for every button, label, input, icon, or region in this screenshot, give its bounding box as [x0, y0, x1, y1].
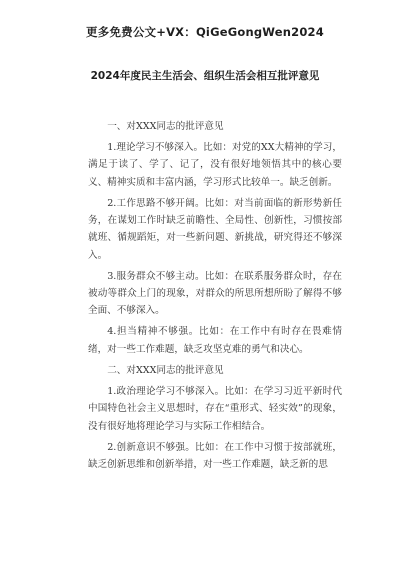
- paragraph: 4.担当精神不够强。比如：在工作中有时存在畏难情绪，对一些工作难题，缺乏攻坚克难的勇气和决心。: [88, 326, 342, 355]
- paragraph: 1.政治理论学习不够深入。比如：在学习习近平新时代中国特色社会主义思想时，存在“重形式、轻实效”的现象，没有很好地将理论学习与实际工作相结合。: [88, 385, 342, 432]
- section-heading: 二、对XXX同志的批评意见: [107, 364, 224, 376]
- document-body: [88, 118, 342, 477]
- paragraph: 2.创新意识不够强。比如：在工作中习惯于按部就班，缺乏创新思维和创新举措，对一些工作难题，缺乏新的思: [88, 441, 342, 470]
- paragraph: 3.服务群众不够主动。比如：在联系服务群众时，存在被动等群众上门的现象，对群众的所思所想所盼了解得不够全面、不够深入。: [88, 270, 342, 317]
- document-title: 2024年度民主生活会、组织生活会相互批评意见: [90, 70, 320, 82]
- watermark-header: 更多免费公文+VX：QiGeGongWen2024: [86, 25, 324, 39]
- section-heading: 一、对XXX同志的批评意见: [107, 121, 224, 132]
- paragraph: 1.理论学习不够深入。比如：对党的XX大精神的学习，满足于读了、学了、记了，没有很好地领悟其中的核心要义、精神实质和丰富内涵，学习形式比较单一。缺乏创新。: [88, 142, 342, 188]
- paragraph: 2.工作思路不够开阔。比如：对当前面临的新形势新任务，在谋划工作时缺乏前瞻性、全局性、创新性，习惯按部就班、循规蹈矩，对一些新问题、新挑战，研究得还不够深入。: [88, 197, 342, 261]
